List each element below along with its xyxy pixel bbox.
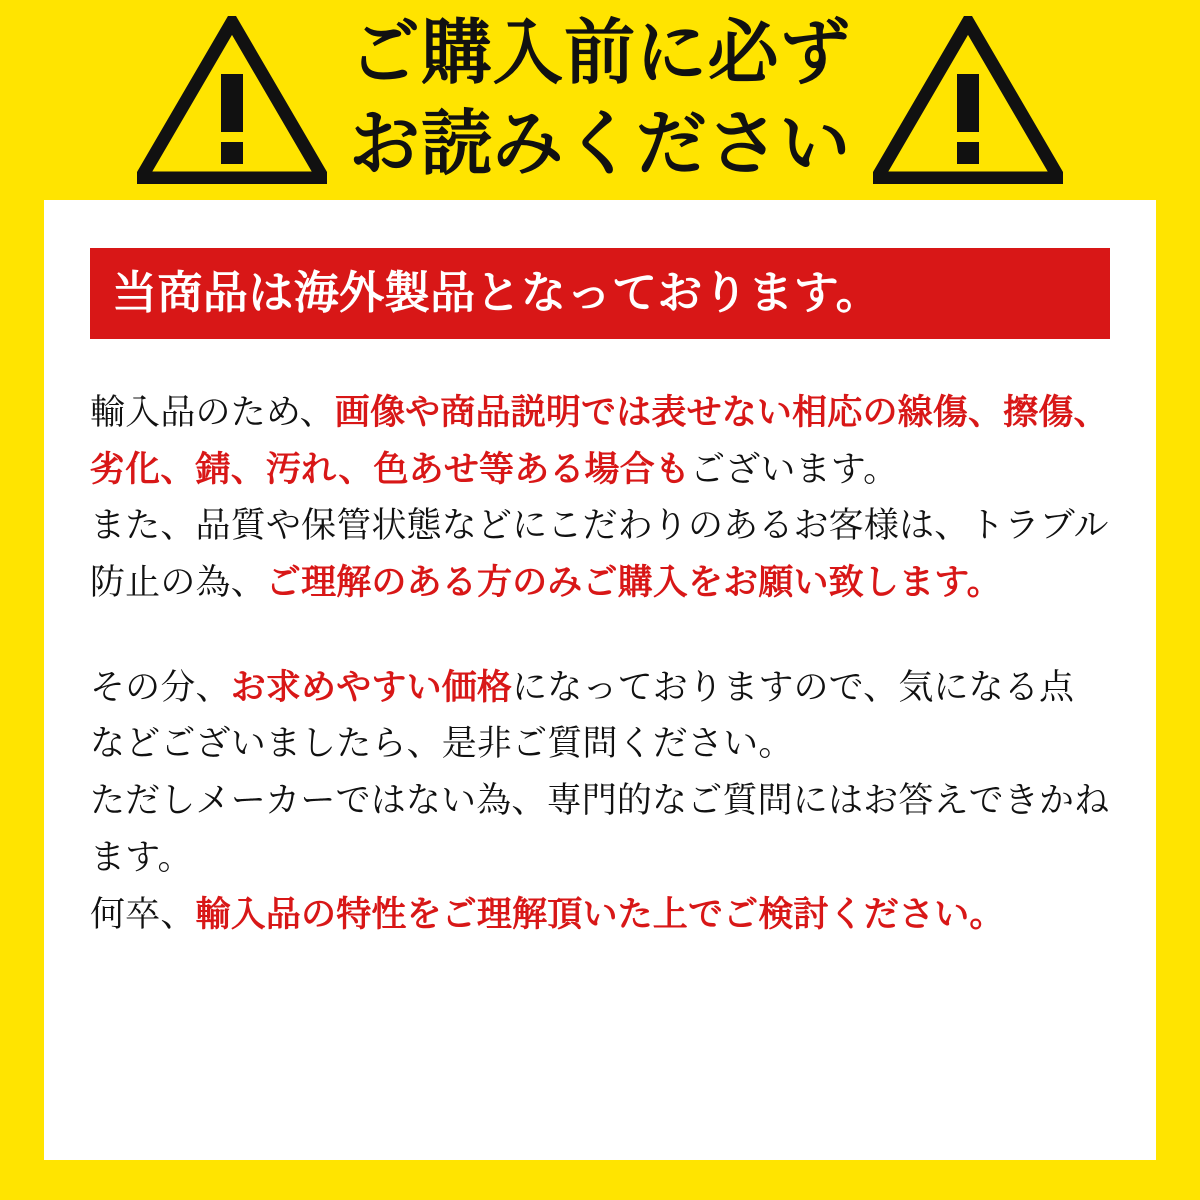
- notice-text-segment: 劣化、錆、汚れ、色あせ等ある場合も: [90, 449, 691, 489]
- notice-line: [90, 830, 1110, 887]
- page-header: [0, 0, 1200, 200]
- notice-text-segment: 何卒、: [90, 894, 196, 934]
- notice-line: [90, 498, 1110, 555]
- notice-card: [44, 200, 1156, 1160]
- page-title-line-2: お読みください: [349, 105, 851, 184]
- notice-text-segment: ございます。: [690, 449, 899, 489]
- notice-text-segment: 画像や商品説明では表せない相応の線傷、擦傷、: [334, 393, 1109, 432]
- page-title-line-1: ご購入前に必ず: [349, 14, 851, 94]
- warning-triangle-icon: [137, 16, 327, 184]
- notice-text-segment: ご理解のある方のみご購入をお願い致します。: [265, 563, 1002, 603]
- notice-text-segment: また、品質や保管状態などにこだわりのあるお客様は、トラブル: [90, 506, 1109, 546]
- notice-text-segment: その分、: [90, 667, 231, 707]
- notice-line: [90, 773, 1110, 830]
- notice-text-segment: になっておりますので、気になる点: [512, 667, 1075, 707]
- notice-line: [90, 555, 1110, 612]
- warning-triangle-icon: [873, 16, 1063, 184]
- page-title: [349, 9, 851, 191]
- notice-text-segment: 輸入品の特性をご理解頂いた上でご検討ください。: [195, 894, 1005, 934]
- notice-text-segment: 輸入品のため、: [90, 393, 335, 432]
- notice-text-segment: お求めやすい価格: [230, 667, 513, 707]
- notice-line: [90, 887, 1110, 944]
- notice-text-segment: ます。: [90, 837, 193, 877]
- notice-banner: 当商品は海外製品となっております。: [90, 248, 1110, 339]
- notice-text-segment: ただしメーカーではない為、専門的なご質問にはお答えできかね: [90, 781, 1110, 821]
- notice-body: [90, 385, 1110, 943]
- notice-line: [90, 716, 1110, 773]
- notice-line: [90, 442, 1110, 499]
- paragraph-spacer: [90, 612, 1110, 660]
- notice-text-segment: などございましたら、是非ご質問ください。: [90, 724, 794, 764]
- notice-line: [90, 385, 1110, 442]
- notice-text-segment: 防止の為、: [90, 563, 266, 603]
- notice-line: [90, 660, 1110, 717]
